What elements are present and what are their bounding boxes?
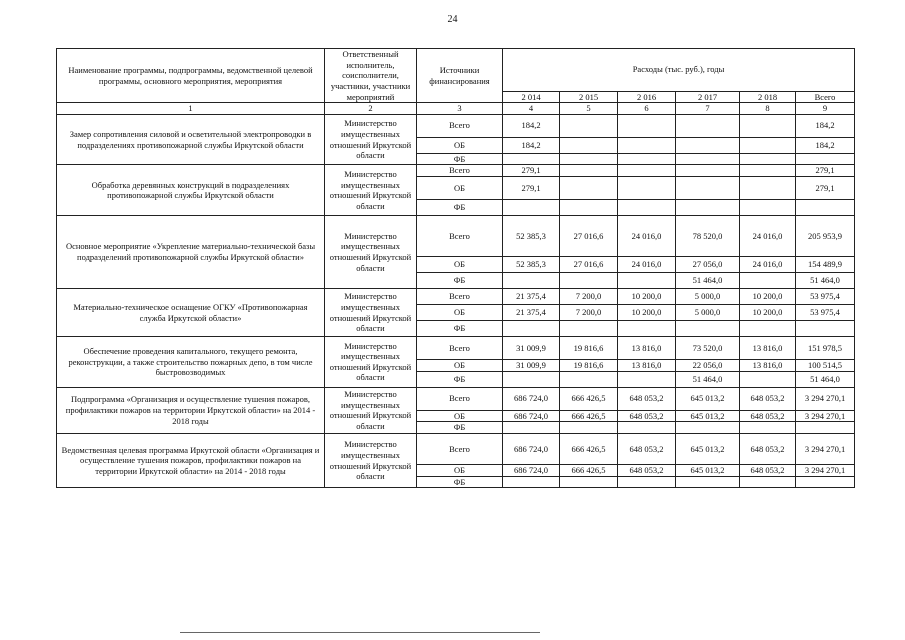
amount-year	[560, 200, 618, 216]
funding-source: ОБ	[417, 137, 503, 153]
responsible-executor: Министерство имущественных отношений Иркутской области	[325, 165, 417, 216]
header-expenses: Расходы (тыс. руб.), годы	[503, 49, 855, 92]
header-year: 2 016	[618, 91, 676, 103]
funding-source: ОБ	[417, 360, 503, 372]
amount-year	[676, 200, 740, 216]
funding-source: Всего	[417, 433, 503, 464]
amount-year: 52 385,3	[503, 216, 560, 257]
amount-year: 5 000,0	[676, 289, 740, 305]
bottom-rule	[180, 632, 540, 633]
amount-year	[618, 371, 676, 387]
amount-year: 13 816,0	[740, 337, 796, 360]
funding-source: Всего	[417, 289, 503, 305]
amount-year	[618, 165, 676, 177]
amount-year	[676, 177, 740, 200]
header-row	[57, 49, 855, 92]
amount-year: 648 053,2	[618, 464, 676, 476]
amount-year	[618, 137, 676, 153]
header-name-col: Наименование программы, подпрограммы, ведомственной целевой программы, основного мероприятия, мероприятия	[57, 49, 325, 103]
amount-total: 184,2	[796, 114, 855, 137]
table-row	[57, 216, 855, 257]
item-name: Материально-техническое оснащение ОГКУ «Противопожарная служба Иркутской области»	[57, 289, 325, 337]
amount-year: 27 056,0	[676, 257, 740, 273]
funding-source: ФБ	[417, 153, 503, 165]
item-name: Основное мероприятие «Укрепление материально-технической базы подразделений противопожарной службы Иркутской области»	[57, 216, 325, 289]
responsible-executor: Министерство имущественных отношений Иркутской области	[325, 387, 417, 433]
amount-year	[740, 165, 796, 177]
amount-year: 5 000,0	[676, 305, 740, 321]
amount-year: 24 016,0	[740, 216, 796, 257]
amount-year: 51 464,0	[676, 371, 740, 387]
amount-year: 13 816,0	[740, 360, 796, 372]
table-row	[57, 114, 855, 137]
amount-year: 7 200,0	[560, 289, 618, 305]
amount-year	[560, 153, 618, 165]
col-number: 7	[676, 103, 740, 115]
amount-year: 22 056,0	[676, 360, 740, 372]
amount-year	[740, 200, 796, 216]
amount-year: 648 053,2	[618, 433, 676, 464]
amount-year: 184,2	[503, 114, 560, 137]
amount-total	[796, 476, 855, 488]
amount-year	[618, 321, 676, 337]
amount-year	[618, 422, 676, 434]
amount-year	[560, 273, 618, 289]
amount-year	[740, 137, 796, 153]
funding-source: ОБ	[417, 305, 503, 321]
amount-year: 645 013,2	[676, 410, 740, 422]
responsible-executor: Министерство имущественных отношений Иркутской области	[325, 216, 417, 289]
table-row	[57, 337, 855, 360]
amount-total: 100 514,5	[796, 360, 855, 372]
amount-year: 27 016,6	[560, 257, 618, 273]
amount-year: 645 013,2	[676, 387, 740, 410]
header-year: 2 017	[676, 91, 740, 103]
amount-total	[796, 422, 855, 434]
responsible-executor: Министерство имущественных отношений Иркутской области	[325, 289, 417, 337]
item-name: Ведомственная целевая программа Иркутской области «Организация и осуществление тушения пожаров, профилактики пожаров на территории Иркутской области» на 2014 - 2018 годы	[57, 433, 325, 487]
amount-total	[796, 200, 855, 216]
amount-year	[676, 422, 740, 434]
amount-year	[560, 476, 618, 488]
amount-year	[740, 321, 796, 337]
amount-year: 648 053,2	[740, 410, 796, 422]
amount-year: 19 816,6	[560, 337, 618, 360]
funding-source: ФБ	[417, 273, 503, 289]
amount-year: 666 426,5	[560, 387, 618, 410]
amount-year	[560, 114, 618, 137]
amount-year	[560, 165, 618, 177]
table-row	[57, 165, 855, 177]
amount-year	[740, 371, 796, 387]
amount-year: 645 013,2	[676, 464, 740, 476]
amount-year	[503, 321, 560, 337]
amount-year: 31 009,9	[503, 360, 560, 372]
col-number: 1	[57, 103, 325, 115]
budget-table	[56, 48, 855, 488]
amount-year	[560, 321, 618, 337]
amount-year	[618, 200, 676, 216]
col-number: 4	[503, 103, 560, 115]
amount-year: 279,1	[503, 165, 560, 177]
funding-source: ФБ	[417, 422, 503, 434]
header-src-col: Источники финансирования	[417, 49, 503, 103]
funding-source: ФБ	[417, 476, 503, 488]
responsible-executor: Министерство имущественных отношений Иркутской области	[325, 114, 417, 165]
table-row	[57, 387, 855, 410]
item-name: Обеспечение проведения капитального, текущего ремонта, реконструкции, а также строительство пожарных депо, в том числе быстровозводимых	[57, 337, 325, 388]
amount-year	[503, 153, 560, 165]
funding-source: ФБ	[417, 321, 503, 337]
amount-year: 51 464,0	[676, 273, 740, 289]
header-resp-col: Ответственный исполнитель, соисполнители, участники, участники мероприятий	[325, 49, 417, 103]
amount-total: 279,1	[796, 177, 855, 200]
responsible-executor: Министерство имущественных отношений Иркутской области	[325, 337, 417, 388]
amount-total: 3 294 270,1	[796, 433, 855, 464]
col-number: 2	[325, 103, 417, 115]
responsible-executor: Министерство имущественных отношений Иркутской области	[325, 433, 417, 487]
item-name: Подпрограмма «Организация и осуществление тушения пожаров, профилактики пожаров на территории Иркутской области» на 2014 - 2018 годы	[57, 387, 325, 433]
amount-year: 648 053,2	[618, 410, 676, 422]
amount-total: 51 464,0	[796, 371, 855, 387]
column-numbers-row	[57, 103, 855, 115]
amount-year: 648 053,2	[618, 387, 676, 410]
amount-year	[740, 114, 796, 137]
funding-source: ОБ	[417, 177, 503, 200]
col-number: 8	[740, 103, 796, 115]
funding-source: ОБ	[417, 257, 503, 273]
amount-year	[618, 153, 676, 165]
amount-year: 21 375,4	[503, 289, 560, 305]
funding-source: Всего	[417, 216, 503, 257]
item-name: Замер сопротивления силовой и осветительной электропроводки в подразделениях противопожарной службы Иркутской области	[57, 114, 325, 165]
col-number: 3	[417, 103, 503, 115]
amount-year: 666 426,5	[560, 464, 618, 476]
funding-source: ОБ	[417, 464, 503, 476]
amount-year: 10 200,0	[740, 305, 796, 321]
amount-year: 7 200,0	[560, 305, 618, 321]
amount-total	[796, 153, 855, 165]
amount-total: 205 953,9	[796, 216, 855, 257]
header-year: 2 014	[503, 91, 560, 103]
amount-year: 648 053,2	[740, 433, 796, 464]
amount-total: 3 294 270,1	[796, 464, 855, 476]
amount-year	[740, 476, 796, 488]
amount-total: 51 464,0	[796, 273, 855, 289]
amount-total: 53 975,4	[796, 289, 855, 305]
amount-year: 13 816,0	[618, 337, 676, 360]
amount-total: 3 294 270,1	[796, 387, 855, 410]
amount-year	[503, 371, 560, 387]
col-number: 6	[618, 103, 676, 115]
amount-year: 686 724,0	[503, 464, 560, 476]
amount-year	[676, 114, 740, 137]
funding-source: Всего	[417, 165, 503, 177]
amount-year	[618, 114, 676, 137]
amount-total: 151 978,5	[796, 337, 855, 360]
amount-total	[796, 321, 855, 337]
amount-total: 184,2	[796, 137, 855, 153]
amount-year: 78 520,0	[676, 216, 740, 257]
amount-year: 648 053,2	[740, 387, 796, 410]
amount-year: 19 816,6	[560, 360, 618, 372]
amount-total: 154 489,9	[796, 257, 855, 273]
amount-year	[560, 422, 618, 434]
header-year-total: Всего	[796, 91, 855, 103]
table-row	[57, 433, 855, 464]
amount-year	[503, 422, 560, 434]
amount-year: 27 016,6	[560, 216, 618, 257]
amount-year	[676, 165, 740, 177]
amount-year	[503, 273, 560, 289]
amount-year: 686 724,0	[503, 433, 560, 464]
amount-year	[740, 422, 796, 434]
amount-year: 21 375,4	[503, 305, 560, 321]
amount-year: 666 426,5	[560, 433, 618, 464]
col-number: 9	[796, 103, 855, 115]
funding-source: Всего	[417, 337, 503, 360]
amount-year	[618, 273, 676, 289]
header-year: 2 018	[740, 91, 796, 103]
funding-source: ФБ	[417, 371, 503, 387]
amount-year: 666 426,5	[560, 410, 618, 422]
amount-year	[618, 476, 676, 488]
amount-year	[740, 273, 796, 289]
amount-total: 279,1	[796, 165, 855, 177]
funding-source: ФБ	[417, 200, 503, 216]
header-year: 2 015	[560, 91, 618, 103]
amount-year	[503, 200, 560, 216]
amount-year	[676, 476, 740, 488]
amount-year: 24 016,0	[618, 257, 676, 273]
amount-year: 645 013,2	[676, 433, 740, 464]
amount-year	[560, 177, 618, 200]
amount-year: 10 200,0	[740, 289, 796, 305]
amount-year: 31 009,9	[503, 337, 560, 360]
amount-year: 13 816,0	[618, 360, 676, 372]
amount-year	[740, 177, 796, 200]
amount-total: 3 294 270,1	[796, 410, 855, 422]
funding-source: Всего	[417, 387, 503, 410]
funding-source: ОБ	[417, 410, 503, 422]
amount-year: 73 520,0	[676, 337, 740, 360]
amount-year	[618, 177, 676, 200]
amount-year: 10 200,0	[618, 289, 676, 305]
item-name: Обработка деревянных конструкций в подразделениях противопожарной службы Иркутской области	[57, 165, 325, 216]
amount-year: 184,2	[503, 137, 560, 153]
amount-year	[676, 137, 740, 153]
page-number: 24	[447, 14, 458, 25]
col-number: 5	[560, 103, 618, 115]
amount-year: 279,1	[503, 177, 560, 200]
amount-year: 24 016,0	[618, 216, 676, 257]
amount-year: 648 053,2	[740, 464, 796, 476]
amount-year	[676, 153, 740, 165]
amount-year	[560, 137, 618, 153]
funding-source: Всего	[417, 114, 503, 137]
amount-year: 10 200,0	[618, 305, 676, 321]
amount-year: 52 385,3	[503, 257, 560, 273]
amount-year: 686 724,0	[503, 387, 560, 410]
amount-year	[740, 153, 796, 165]
amount-year	[503, 476, 560, 488]
table-row	[57, 289, 855, 305]
amount-year: 686 724,0	[503, 410, 560, 422]
amount-year	[560, 371, 618, 387]
amount-total: 53 975,4	[796, 305, 855, 321]
amount-year: 24 016,0	[740, 257, 796, 273]
amount-year	[676, 321, 740, 337]
